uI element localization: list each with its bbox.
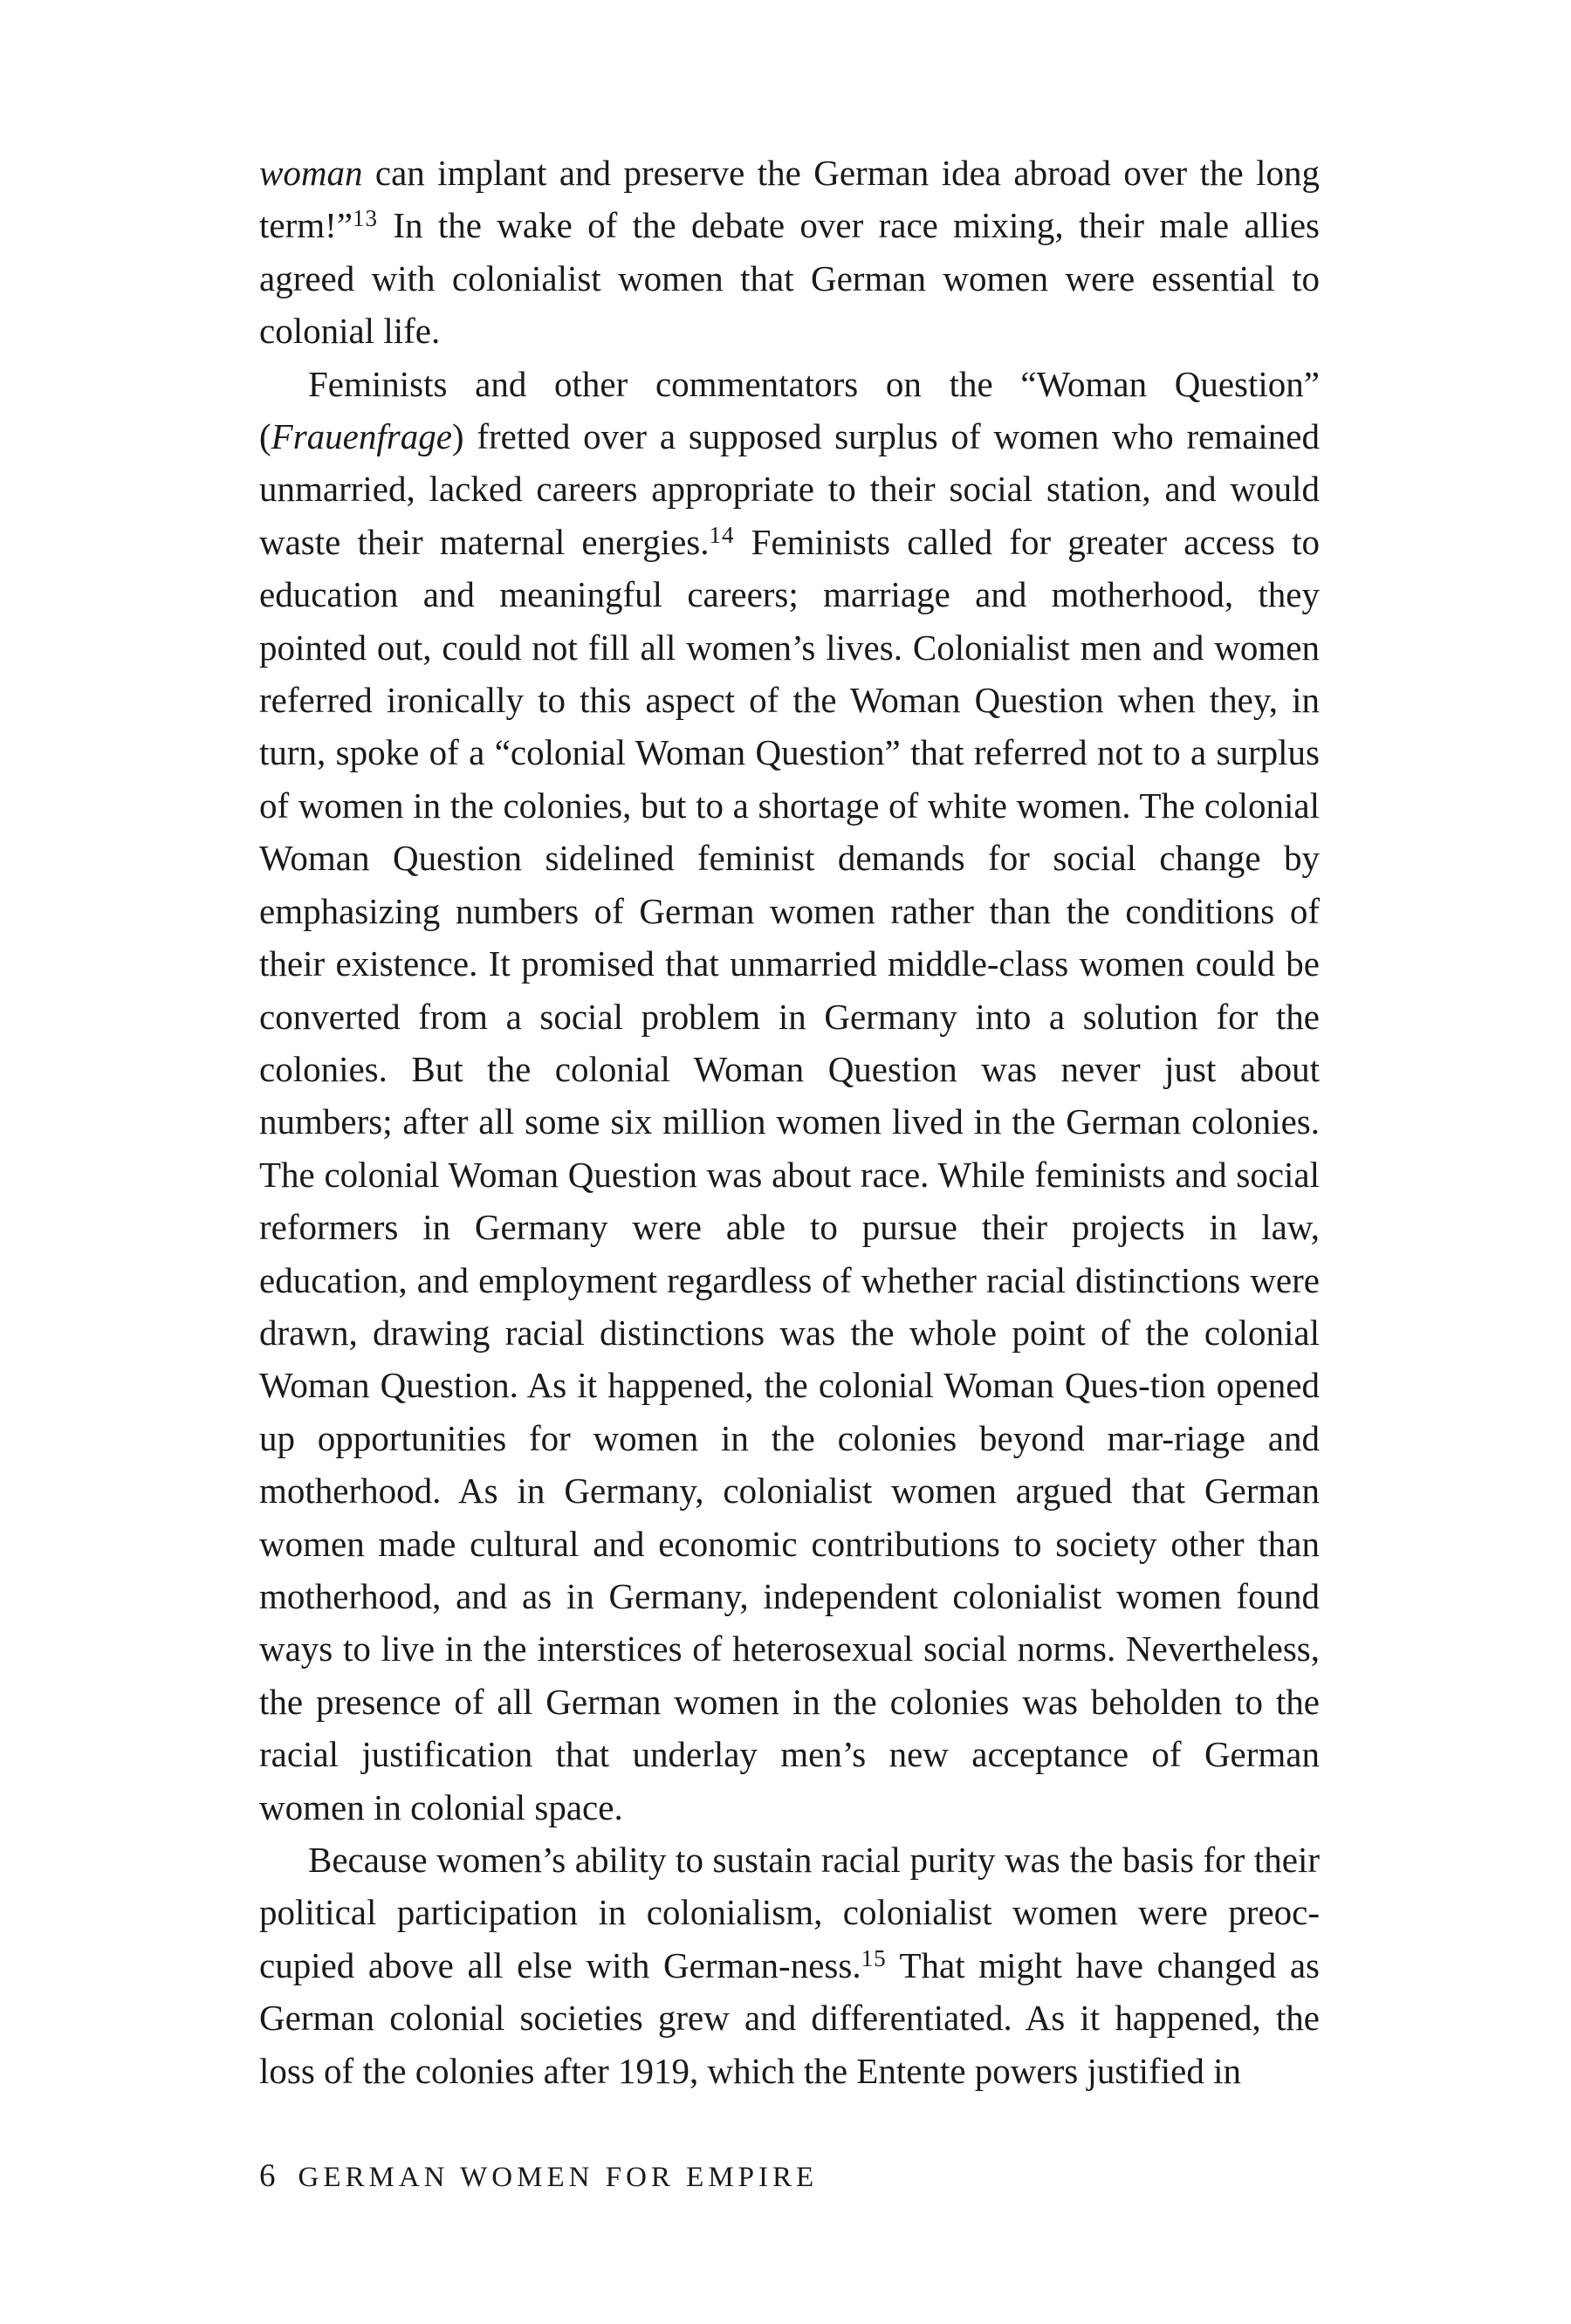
running-title: GERMAN WOMEN FOR EMPIRE bbox=[298, 2162, 819, 2193]
body-text bbox=[259, 147, 1320, 2097]
footnote-marker: 13 bbox=[352, 205, 378, 232]
text-run: ) fretted over a supposed surplus of women who remained unmarried, lacked careers appropriate to their social station, and would waste their maternal energies. bbox=[259, 416, 1320, 562]
text-run: can implant and preserve the German idea abroad over the long term!” bbox=[259, 153, 1320, 246]
footnote-marker: 14 bbox=[709, 521, 735, 548]
page-number: 6 bbox=[259, 2158, 276, 2194]
text-run: Because women’s ability to sustain racial purity was the basis for their political participation in colonialism, colonialist women were preoc-cupied above all else with German-ness. bbox=[259, 1840, 1320, 1985]
paragraph bbox=[259, 358, 1320, 1834]
paragraph bbox=[259, 147, 1320, 358]
paragraph bbox=[259, 1834, 1320, 2097]
footnote-marker: 15 bbox=[861, 1944, 887, 1971]
text-run: Feminists and other commentators on the “Woman Question” ( bbox=[259, 363, 1320, 457]
italic-text: Frauenfrage bbox=[271, 416, 452, 457]
text-run: In the wake of the debate over race mixing, their male allies agreed with colonialist women that German women were essential to colonial life. bbox=[259, 205, 1320, 352]
text-run: That might have changed as German colonial societies grew and differentiated. As it happened, the loss of the colonies after 1919, which the Entente powers justified in bbox=[259, 1944, 1320, 2091]
running-footer bbox=[259, 2157, 818, 2195]
text-run: Feminists called for greater access to education and meaningful careers; marriage and motherhood, they pointed out, could not fill all women’s lives. Colonialist men and women referred ironically to this aspect of the Woman Question when they, in turn, spoke of a “colonial Woman Question” that referred not to a surplus of women in the colonies, but to a shortage of white women. The colonial Woman Question sidelined feminist demands for social change by emphasizing numbers of German women rather than the conditions of their existence. It promised that unmarried middle-class women could be converted from a social problem in Germany into a solution for the colonies. But the colonial Woman Question was never just about numbers; after all some six million women lived in the German colonies. The colonial Woman Question was about race. While feminists and social reformers in Germany were able to pursue their projects in law, education, and employment regardless of whether racial distinctions were drawn, drawing racial distinctions was the whole point of the colonial Woman Question. As it happened, the colonial Woman Ques-tion opened up opportunities for women in the colonies beyond mar-riage and motherhood. As in Germany, colonialist women argued that German women made cultural and economic contributions to society other than motherhood, and as in Germany, independent colonialist women found ways to live in the interstices of heterosexual social norms. Nevertheless, the presence of all German women in the colonies was beholden to the racial justification that underlay men’s new acceptance of German women in colonial space. bbox=[259, 521, 1321, 1827]
italic-text: woman bbox=[259, 153, 363, 193]
